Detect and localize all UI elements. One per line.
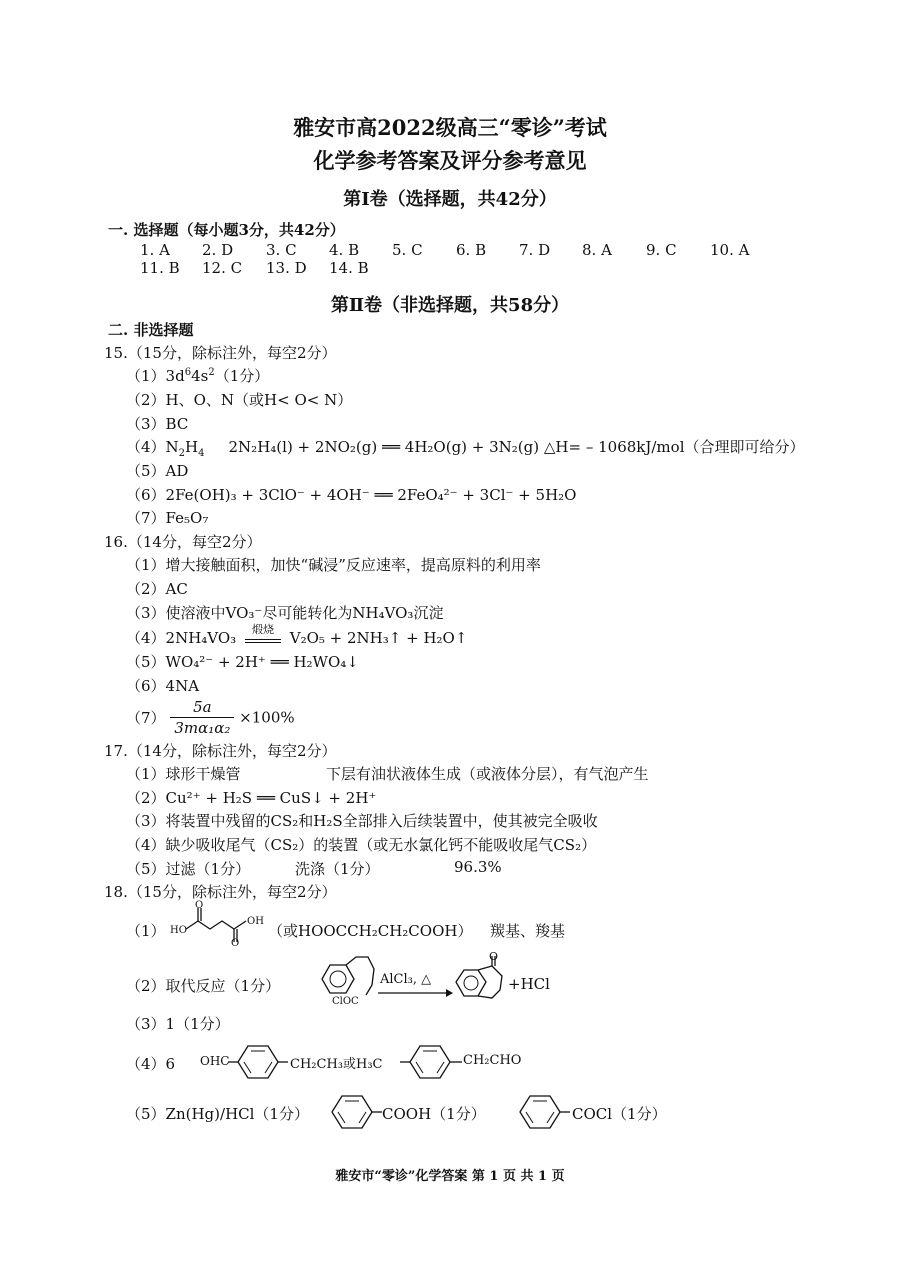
oxygen-label: O	[489, 950, 499, 963]
q15-answer-4: $(4)N_2H_4$ 2N₂H₄(l) + 2NO₂(g) ══ 4H₂O(g) + 3N₂(g) △H= – 1068kJ/mol（合理即可给分）	[126, 438, 805, 459]
q18-answer-1-groups: 羰基、羧基	[490, 922, 566, 940]
choice-answer: 4. B	[329, 241, 360, 259]
q16-answer-4: （4）2NH₄VO₃ 煅烧 V₂O₅ + 2NH₃↑ + H₂O↑	[126, 623, 468, 647]
choice-answer: 1. A	[140, 241, 170, 259]
q18-answer-2-label: （2）取代反应（1分）	[126, 977, 281, 995]
byproduct-hcl: +HCl	[508, 975, 550, 993]
benzoic-acid-label: COOH（1分）	[382, 1105, 486, 1123]
aldehyde-label: OHC	[200, 1054, 230, 1068]
benzene-ring-icon	[400, 1040, 472, 1084]
hydroxyl-label: HO	[170, 925, 187, 936]
q15-answer-7: （7）Fe₅O₇	[126, 509, 209, 527]
hydroxyl-label: OH	[247, 916, 264, 927]
page-footer: 雅安市“零诊”化学答案 第 1 页 共 1 页	[335, 1169, 565, 1184]
acetaldehyde-group-label: CH₂CHO	[463, 1053, 522, 1068]
q17-answer-5b: 洗涤（1分）	[295, 860, 380, 878]
q15-heading: 15.（15分，除标注外，每空2分）	[104, 344, 337, 362]
page-title: 雅安市高2022级高三“零诊”考试	[293, 115, 607, 140]
choice-answer: 5. C	[392, 241, 423, 259]
equals-arrow	[245, 639, 281, 643]
q15-answer-3: （3）BC	[126, 415, 189, 433]
choice-answer: 12. C	[202, 259, 243, 277]
reaction-condition: 煅烧	[251, 623, 274, 636]
benzene-ring-icon	[228, 1040, 298, 1084]
q17-answer-3: （3）将装置中残留的CS₂和H₂S全部排入后续装置中，使其被完全吸收	[126, 812, 598, 830]
part1-heading: 第Ⅰ卷（选择题，共42分）	[343, 189, 557, 210]
oxygen-label: O	[231, 938, 240, 949]
benzoyl-chloride-label: COCl（1分）	[572, 1105, 667, 1123]
reaction-condition: AlCl₃, △	[380, 972, 432, 987]
fraction: $\frac{5a}{\text{3mα₁α₂}}$	[170, 698, 234, 737]
q18-answer-5-label: （5）Zn(Hg)/HCl（1分）	[126, 1105, 309, 1123]
ethyl-or-methyl-label: CH₂CH₃或H₃C	[290, 1057, 383, 1072]
reaction-arrow	[378, 988, 453, 998]
q18-answer-1-alt: （或HOOCCH₂CH₂COOH）	[268, 922, 473, 940]
q16-answer-6: （6）4NA	[126, 677, 200, 695]
page-subtitle: 化学参考答案及评分参考意见	[313, 148, 587, 173]
acyl-chloride-label: ClOC	[332, 996, 359, 1007]
section-nonchoice-label: 二. 非选择题	[108, 321, 194, 339]
choice-answer: 11. B	[140, 259, 180, 277]
choice-answer: 7. D	[519, 241, 551, 259]
oxygen-label: O	[195, 900, 204, 911]
section-choice-label: 一. 选择题（每小题3分，共42分）	[108, 221, 345, 239]
choice-answer: 10. A	[710, 241, 750, 259]
q17-heading: 17.（14分，除标注外，每空2分）	[104, 742, 337, 760]
q17-answer-1a: （1）球形干燥管	[126, 765, 241, 783]
q16-answer-7: （7） $\frac{5a}{\text{3mα₁α₂}}$ ×100%	[126, 698, 295, 737]
q18-answer-1-label: （1）	[126, 922, 166, 940]
q17-answer-4: （4）缺少吸收尾气（CS₂）的装置（或无水氯化钙不能吸收尾气CS₂）	[126, 836, 597, 854]
choice-answer: 8. A	[582, 241, 612, 259]
q15-answer-2: （2）H、O、N（或H< O< N）	[126, 391, 353, 409]
choice-answer: 9. C	[646, 241, 677, 259]
choice-answer: 13. D	[266, 259, 307, 277]
q16-answer-3: （3）使溶液中VO₃⁻尽可能转化为NH₄VO₃沉淀	[126, 604, 444, 622]
q16-answer-1: （1）增大接触面积，加快“碱浸”反应速率，提高原料的利用率	[126, 556, 541, 574]
q15-answer-6: （6）2Fe(OH)₃ + 3ClO⁻ + 4OH⁻ ══ 2FeO₄²⁻ + 3Cl⁻ + 5H₂O	[126, 486, 577, 504]
q16-answer-5: （5）WO₄²⁻ + 2H⁺ ══ H₂WO₄↓	[126, 653, 359, 671]
q15-answer-1: $(1)3d^64s^2(1$分）	[126, 367, 270, 385]
q16-answer-2: （2）AC	[126, 580, 188, 598]
choice-answer: 3. C	[266, 241, 297, 259]
q17-answer-5c: 96.3%	[454, 858, 502, 876]
q18-answer-3: （3）1（1分）	[126, 1015, 230, 1033]
q17-answer-1b: 下层有油状液体生成（或液体分层），有气泡产生	[326, 765, 649, 783]
q18-heading: 18.（15分，除标注外，每空2分）	[104, 883, 337, 901]
choice-answer: 2. D	[202, 241, 234, 259]
part2-heading: 第Ⅱ卷（非选择题，共58分）	[330, 295, 570, 316]
q18-answer-4-label: （4）6	[126, 1055, 176, 1073]
choice-answer: 6. B	[456, 241, 487, 259]
q15-answer-5: （5）AD	[126, 462, 189, 480]
choice-answer: 14. B	[329, 259, 369, 277]
q17-answer-2: （2）Cu²⁺ + H₂S ══ CuS↓ + 2H⁺	[126, 789, 377, 807]
q16-heading: 16.（14分，每空2分）	[104, 533, 262, 551]
q17-answer-5a: （5）过滤（1分）	[126, 860, 251, 878]
